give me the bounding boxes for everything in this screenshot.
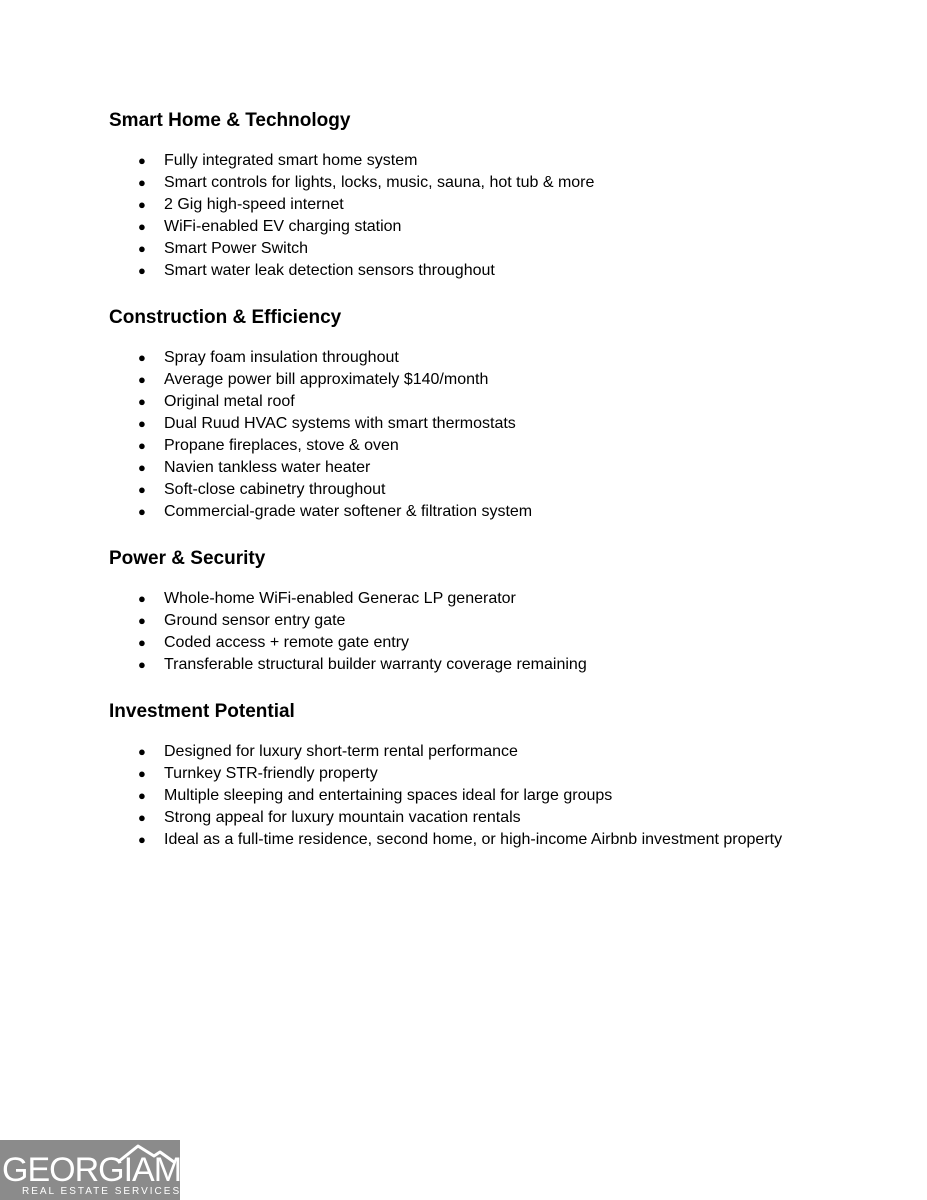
list-item: [109, 216, 889, 238]
list-item-text: Coded access + remote gate entry: [164, 634, 410, 651]
list-item-text: Multiple sleeping and entertaining spaces ideal for large groups: [164, 787, 613, 804]
section-title: Investment Potential: [109, 701, 295, 722]
bullet-list: [109, 588, 889, 676]
list-item: [109, 807, 889, 829]
list-item: [109, 391, 889, 413]
list-item: [109, 435, 889, 457]
bullet-icon: ●: [138, 394, 146, 409]
list-item: [109, 763, 889, 785]
bullet-icon: ●: [138, 175, 146, 190]
section-smart-home: [109, 108, 889, 282]
list-item-text: Smart Power Switch: [164, 240, 309, 257]
bullet-icon: ●: [138, 657, 146, 672]
list-item: [109, 785, 889, 807]
list-item: [109, 260, 889, 282]
list-item: [109, 829, 889, 851]
list-item-text: Propane fireplaces, stove & oven: [164, 437, 399, 454]
list-item: [109, 150, 889, 172]
list-item-text: Original metal roof: [164, 393, 295, 410]
bullet-icon: ●: [138, 613, 146, 628]
list-item-text: Designed for luxury short-term rental performance: [164, 743, 518, 760]
bullet-icon: ●: [138, 810, 146, 825]
list-item: [109, 479, 889, 501]
logo-wordmark: GEORGIAMLS: [2, 1151, 221, 1189]
list-item-text: Strong appeal for luxury mountain vacation rentals: [164, 809, 521, 826]
bullet-icon: ●: [138, 153, 146, 168]
bullet-icon: ●: [138, 438, 146, 453]
bullet-icon: ●: [138, 350, 146, 365]
section-title: Smart Home & Technology: [109, 110, 351, 131]
bullet-icon: ●: [138, 766, 146, 781]
list-item: [109, 194, 889, 216]
georgia-mls-logo: [0, 1140, 221, 1200]
bullet-icon: ●: [138, 416, 146, 431]
list-item: [109, 413, 889, 435]
bullet-icon: ●: [138, 832, 146, 847]
list-item-text: Commercial-grade water softener & filtration system: [164, 503, 533, 520]
list-item-text: Navien tankless water heater: [164, 459, 371, 476]
document-body: [109, 108, 889, 851]
list-item-text: Transferable structural builder warranty coverage remaining: [164, 656, 587, 673]
list-item: [109, 457, 889, 479]
list-item-text: Turnkey STR-friendly property: [164, 765, 378, 782]
list-item: [109, 741, 889, 763]
section-title: Power & Security: [109, 548, 266, 569]
bullet-icon: ●: [138, 460, 146, 475]
bullet-icon: ●: [138, 591, 146, 606]
list-item: [109, 501, 889, 523]
list-item: [109, 369, 889, 391]
section-investment: [109, 699, 889, 851]
list-item-text: Average power bill approximately $140/month: [164, 371, 489, 388]
bullet-icon: ●: [138, 263, 146, 278]
list-item-text: WiFi-enabled EV charging station: [164, 218, 402, 235]
list-item-text: Soft-close cabinetry throughout: [164, 481, 386, 498]
list-item: [109, 588, 889, 610]
bullet-icon: ●: [138, 504, 146, 519]
section-title: Construction & Efficiency: [109, 307, 342, 328]
bullet-icon: ●: [138, 788, 146, 803]
bullet-icon: ●: [138, 219, 146, 234]
section-construction: [109, 305, 889, 523]
bullet-icon: ●: [138, 197, 146, 212]
list-item: [109, 347, 889, 369]
bullet-list: [109, 741, 889, 851]
list-item-text: Smart water leak detection sensors throughout: [164, 262, 495, 279]
list-item: [109, 632, 889, 654]
list-item: [109, 172, 889, 194]
bullet-list: [109, 347, 889, 523]
list-item-text: Fully integrated smart home system: [164, 152, 418, 169]
list-item-text: Ideal as a full-time residence, second home, or high-income Airbnb investment property: [164, 831, 783, 848]
list-item-text: 2 Gig high-speed internet: [164, 196, 344, 213]
bullet-icon: ●: [138, 482, 146, 497]
bullet-icon: ●: [138, 372, 146, 387]
bullet-icon: ●: [138, 744, 146, 759]
list-item: [109, 654, 889, 676]
list-item: [109, 610, 889, 632]
list-item-text: Whole-home WiFi-enabled Generac LP generator: [164, 590, 516, 607]
list-item-text: Spray foam insulation throughout: [164, 349, 399, 366]
bullet-icon: ●: [138, 241, 146, 256]
bullet-icon: ●: [138, 635, 146, 650]
section-power-security: [109, 546, 889, 676]
list-item-text: Smart controls for lights, locks, music, sauna, hot tub & more: [164, 174, 595, 191]
bullet-list: [109, 150, 889, 282]
list-item-text: Dual Ruud HVAC systems with smart thermostats: [164, 415, 516, 432]
list-item-text: Ground sensor entry gate: [164, 612, 346, 629]
list-item: [109, 238, 889, 260]
logo-tagline: REAL ESTATE SERVICES: [22, 1186, 182, 1197]
